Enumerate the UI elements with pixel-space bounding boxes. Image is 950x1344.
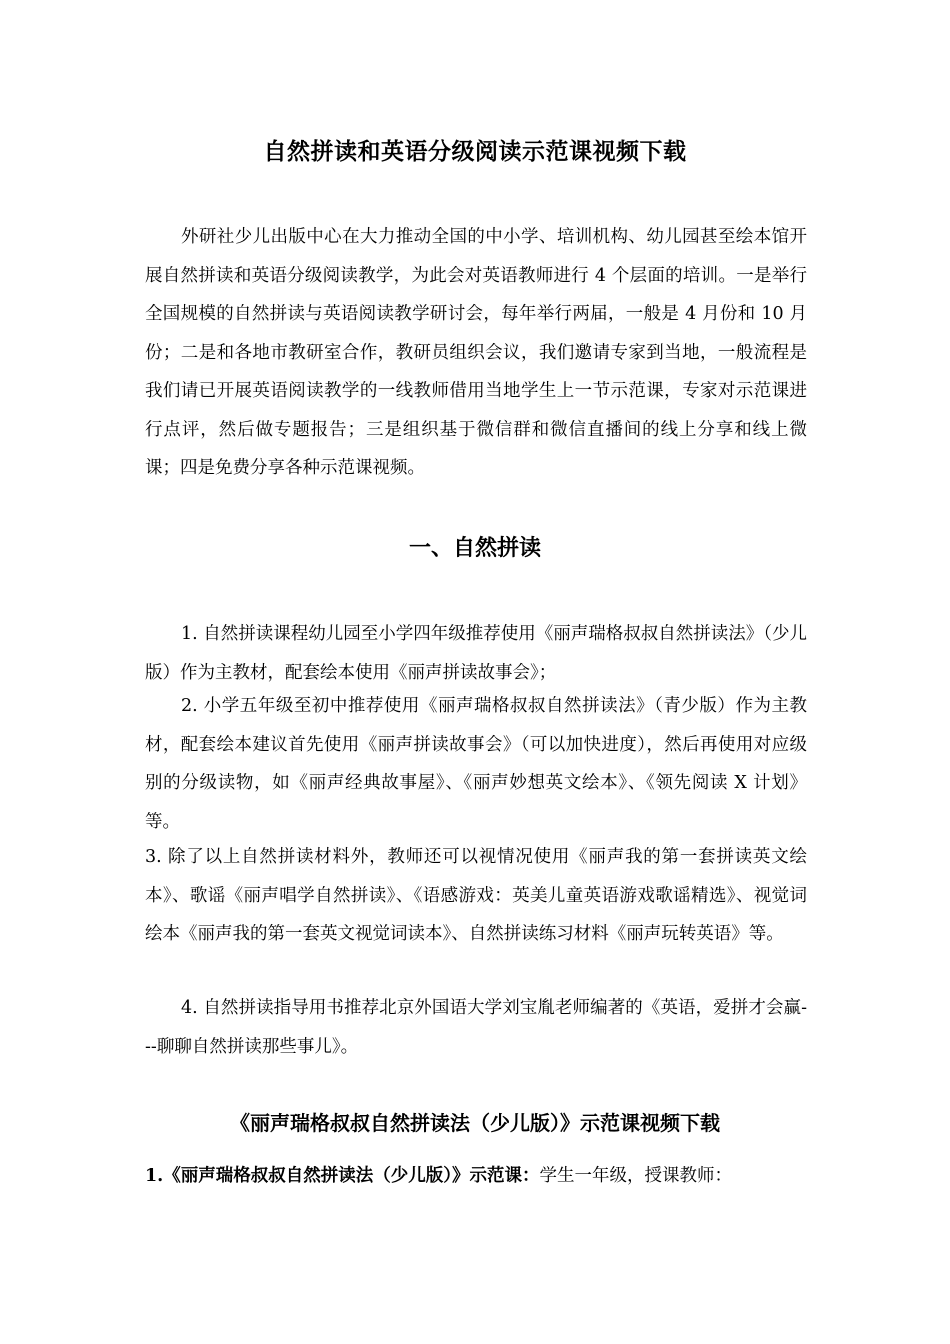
list-item: 2. 小学五年级至初中推荐使用《丽声瑞格叔叔自然拼读法》（青少版）作为主教材，配套绘本建议首先使用《丽声拼读故事会》（可以加快进度），然后再使用对应级别的分级读物，如《丽声经典故事屋》、《丽声妙想英文绘本》、《领先阅读 X 计划》等。 [145,696,807,832]
document-title: 自然拼读和英语分级阅读示范课视频下载 [263,138,687,165]
lesson-text: 学生一年级，授课教师： [539,1166,733,1186]
section-heading: 一、自然拼读 [408,535,541,561]
list-item: 1. 自然拼读课程幼儿园至小学四年级推荐使用《丽声瑞格叔叔自然拼读法》（少儿版）作为主教材，配套绘本使用《丽声拼读故事会》； [145,624,808,683]
intro-paragraph: 外研社少儿出版中心在大力推动全国的中小学、培训机构、幼儿园甚至绘本馆开展自然拼读和英语分级阅读教学，为此会对英语教师进行 4 个层面的培训。一是举行全国规模的自然拼读与英语阅读教学研讨会，每年举行两届，一般是 4 月份和 10 月份；二是和各地市教研室合作，教研员组织会议，我们邀请专家到当地，一般流程是我们请已开展英语阅读教学的一线教师借用当地学生上一节示范课，专家对示范课进行点评，然后做专题报告；三是组织基于微信群和微信直播间的线上分享和线上微课；四是免费分享各种示范课视频。 [145,227,807,478]
video-section-heading: 《丽声瑞格叔叔自然拼读法（少儿版）》示范课视频下载 [230,1111,720,1135]
lesson-entry [145,1157,807,1195]
list-item: 4. 自然拼读指导用书推荐北京外国语大学刘宝胤老师编著的《英语，爱拼才会赢---聊聊自然拼读那些事儿》。 [145,998,807,1057]
list-item: 3. 除了以上自然拼读材料外，教师还可以视情况使用《丽声我的第一套拼读英文绘本》、歌谣《丽声唱学自然拼读》、《语感游戏：英美儿童英语游戏歌谣精选》、视觉词绘本《丽声我的第一套英文视觉词读本》、自然拼读练习材料《丽声玩转英语》等。 [145,847,807,944]
lesson-label: 1.《丽声瑞格叔叔自然拼读法（少儿版）》示范课： [145,1166,540,1186]
